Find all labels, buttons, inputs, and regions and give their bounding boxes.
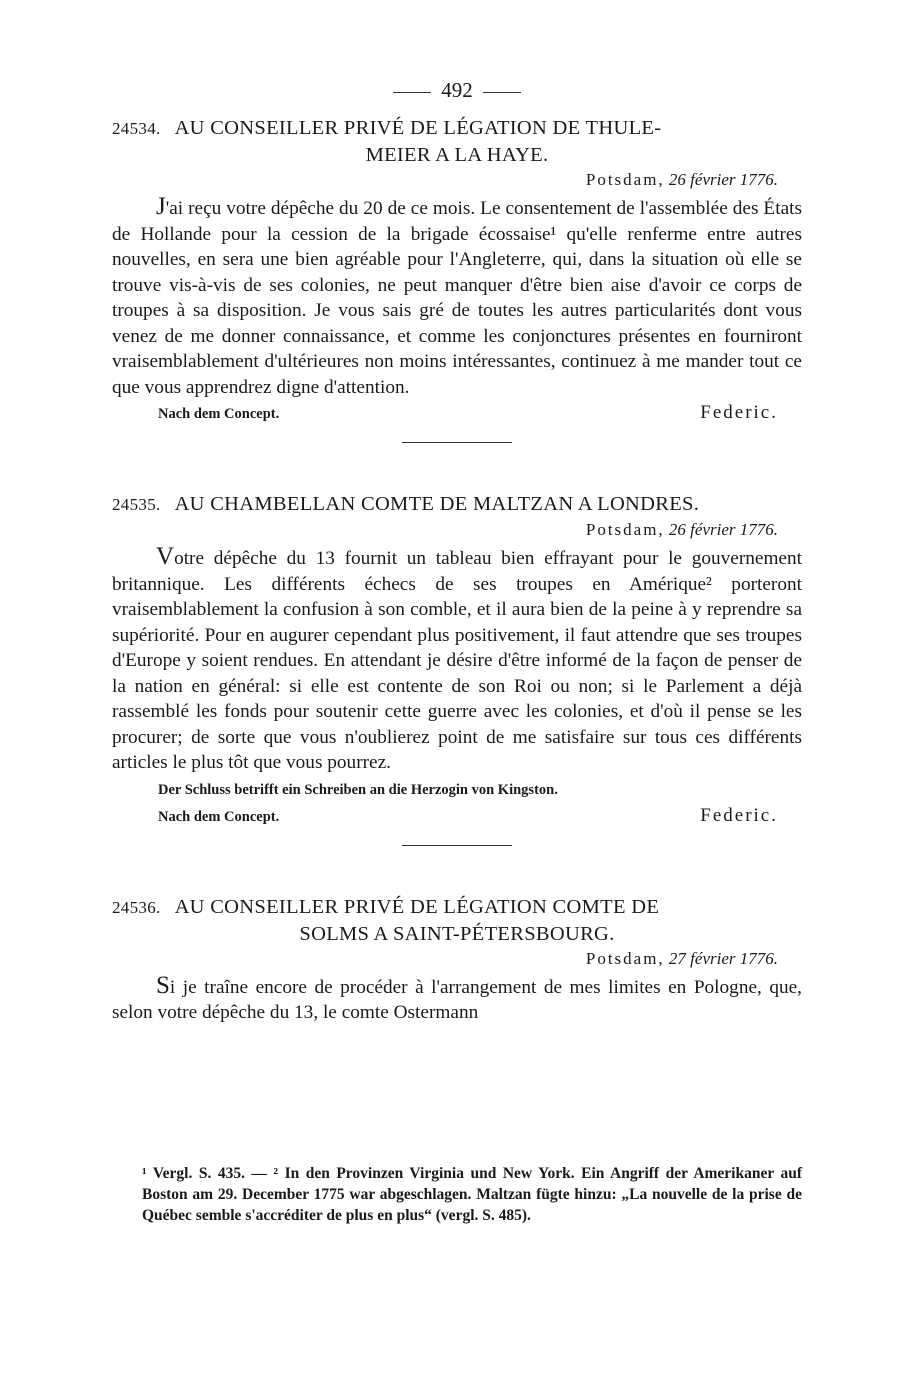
footnotes <box>112 1163 802 1226</box>
dateline-date: 26 février 1776. <box>668 170 778 189</box>
letter-heading <box>112 115 802 168</box>
dateline <box>112 170 802 190</box>
page <box>112 78 802 1026</box>
dateline <box>112 520 802 540</box>
footnote-text: ¹ Vergl. S. 435. — ² In den Provinzen Virginia und New York. Ein Angriff der Amerikaner auf Boston am 29. December 1775 war abgeschlagen. Maltzan fügte hinzu: „La nouvelle de la prise de Québec semble s'accréditer de plus en plus“ (vergl. S. 485). <box>142 1165 802 1224</box>
separator-rule <box>402 845 512 846</box>
letter-heading-line1: AU CHAMBELLAN COMTE DE MALTZAN A LONDRES. <box>174 493 700 515</box>
page-number-text: 492 <box>441 78 473 102</box>
signature: Federic. <box>700 402 778 423</box>
signature: Federic. <box>700 804 778 826</box>
separator-rule <box>402 442 512 443</box>
letter-24534 <box>112 115 802 443</box>
dateline <box>112 949 802 969</box>
letter-heading-line1: AU CONSEILLER PRIVÉ DE LÉGATION COMTE DE <box>174 895 660 918</box>
letter-heading-line2: MEIER A LA HAYE. <box>365 144 549 166</box>
letter-24536 <box>112 894 802 1026</box>
source-row <box>112 402 802 424</box>
letter-24535 <box>112 491 802 846</box>
source-note: Nach dem Concept. <box>158 808 280 825</box>
letter-paragraph <box>112 544 802 776</box>
page-number-dash <box>483 92 521 93</box>
source-row <box>112 805 802 827</box>
letter-body <box>112 544 802 776</box>
page-number <box>112 78 802 103</box>
letter-paragraph <box>112 973 802 1026</box>
letter-heading <box>112 894 802 947</box>
source-note: Nach dem Concept. <box>158 406 280 422</box>
dateline-place: Potsdam, <box>585 948 665 968</box>
letter-body <box>112 194 802 400</box>
editor-note: Der Schluss betrifft ein Schreiben an die Herzogin von Kingston. <box>158 781 558 798</box>
dateline-date: 27 février 1776. <box>668 948 778 968</box>
letter-number: 24536. <box>112 897 161 917</box>
letter-number: 24535. <box>112 495 161 514</box>
letter-number: 24534. <box>112 119 161 138</box>
dateline-place: Potsdam, <box>585 520 665 539</box>
letter-heading-line2: SOLMS A SAINT-PÉTERSBOURG. <box>299 922 615 945</box>
paragraph-text: otre dépêche du 13 fournit un tableau bien effrayant pour le gouvernement britannique. Les différents échecs de ses troupes en Amérique² porteront vraisemblablement la confusion à son comble, et il aura bien de la peine à y reprendre sa supériorité. Pour en augurer cependant plus positivement, il faut attendre que ses troupes d'Europe y soient rendues. En attendant je désire d'être informé de la façon de penser de la nation en général: si elle est contente de son Roi ou non; si le Parlement a déjà rassemblé les fonds pour soutenir cette guerre avec les colonies, et d'où il pense se les procurer; de sorte que vous n'oublierez point de me satisfaire sur tous ces différents articles le plus tôt que vous pourrez. <box>112 548 802 773</box>
dateline-date: 26 février 1776. <box>668 520 778 539</box>
letter-heading <box>112 491 802 518</box>
dateline-place: Potsdam, <box>585 170 665 189</box>
paragraph-text: 'ai reçu votre dépêche du 20 de ce mois. Le consentement de l'assemblée des États de Hollande pour la cession de la brigade écossaise¹ qu'elle renferme entre autres nouvelles, en sera une bien agréable pour l'Angleterre, qui, dans la situation où elle se trouve vis-à-vis de ses colonies, ne peut manquer d'être bien aise d'avoir ce corps de troupes à sa disposition. Je vous sais gré de toutes les autres particularités dont vous venez de me donner connaissance, et comme les conjonctures présentes en fourniront vraisemblablement d'ultérieures non moins intéressantes, continuez à me mander tout ce que vous apprendrez digne d'attention. <box>112 198 802 398</box>
letter-paragraph <box>112 194 802 400</box>
initial-letter: J <box>156 193 166 220</box>
initial-letter: V <box>156 543 175 570</box>
paragraph-text: i je traîne encore de procéder à l'arrangement de mes limites en Pologne, que, selon votre dépêche du 13, le comte Ostermann <box>112 976 802 1023</box>
page-number-dash <box>393 92 431 93</box>
initial-letter: S <box>156 971 170 999</box>
letter-body <box>112 973 802 1026</box>
letter-heading-line1: AU CONSEILLER PRIVÉ DE LÉGATION DE THULE- <box>174 117 662 139</box>
